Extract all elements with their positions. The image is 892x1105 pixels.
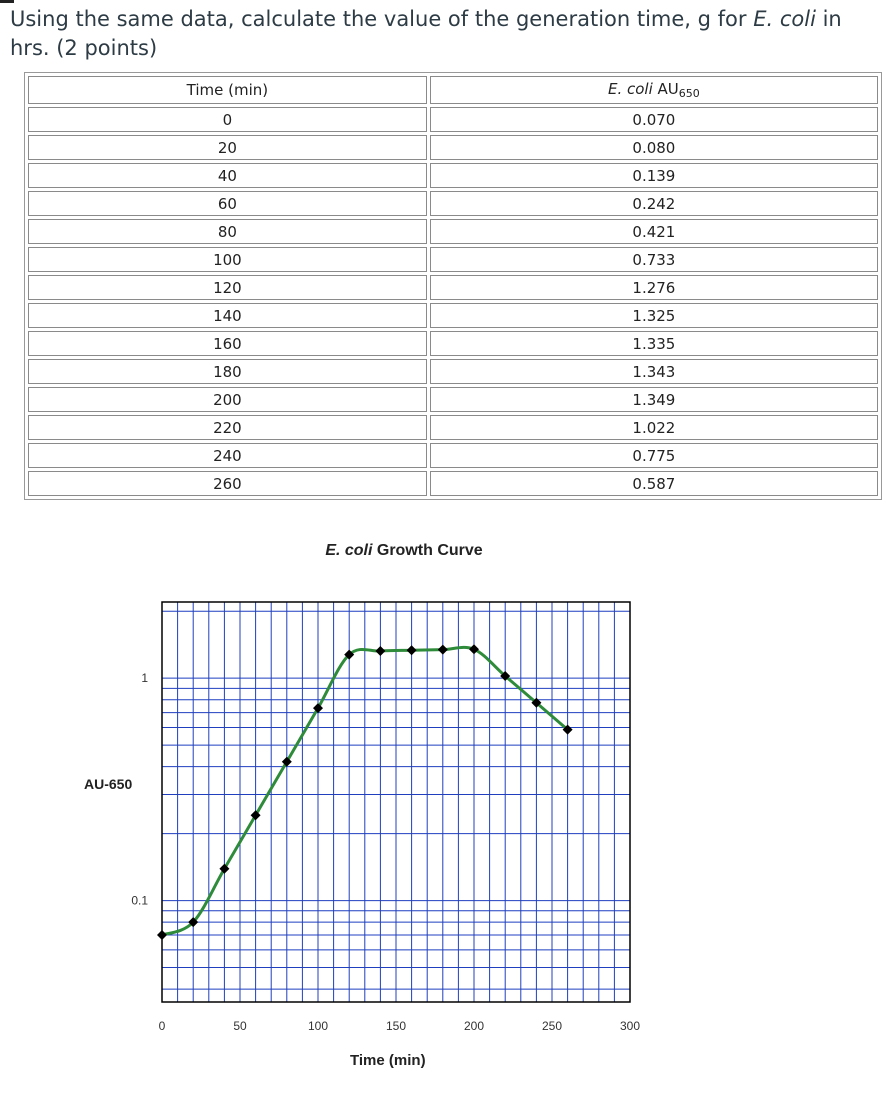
table-row: [28, 163, 878, 188]
table-header-row: [28, 76, 878, 104]
x-tick-label: 200: [463, 1019, 485, 1033]
table-row: [28, 359, 878, 384]
corner-mark: [0, 0, 14, 3]
time-cell: 60: [28, 191, 427, 216]
table-row: [28, 219, 878, 244]
table-row: [28, 135, 878, 160]
absorbance-cell: 1.349: [430, 387, 878, 412]
table-row: [28, 107, 878, 132]
table-row: [28, 415, 878, 440]
time-cell: 140: [28, 303, 427, 328]
time-cell: 40: [28, 163, 427, 188]
absorbance-cell: 0.080: [430, 135, 878, 160]
x-axis-label: Time (min): [350, 1052, 426, 1069]
y-tick-label: 1: [141, 671, 148, 686]
time-cell: 20: [28, 135, 427, 160]
table-row: [28, 191, 878, 216]
x-tick-label: 50: [233, 1019, 247, 1033]
x-tick-label: 100: [307, 1019, 329, 1033]
x-tick-label: 150: [385, 1019, 407, 1033]
absorbance-cell: 1.325: [430, 303, 878, 328]
absorbance-cell: 1.022: [430, 415, 878, 440]
y-axis-label: AU-650: [84, 776, 133, 792]
time-cell: 0: [28, 107, 427, 132]
table-row: [28, 303, 878, 328]
absorbance-cell: 1.343: [430, 359, 878, 384]
absorbance-cell: 1.335: [430, 331, 878, 356]
x-tick-label: 300: [619, 1019, 641, 1033]
time-cell: 220: [28, 415, 427, 440]
table-row: [28, 275, 878, 300]
time-cell: 100: [28, 247, 427, 272]
table-row: [28, 331, 878, 356]
time-cell: 260: [28, 471, 427, 496]
x-tick-label: 250: [541, 1019, 563, 1033]
absorbance-cell: 0.070: [430, 107, 878, 132]
table-row: [28, 387, 878, 412]
x-tick-label: 0: [158, 1019, 166, 1033]
chart-title: E. coli Growth Curve: [325, 542, 483, 559]
absorbance-cell: 0.139: [430, 163, 878, 188]
col-header-time: Time (min): [28, 76, 427, 104]
absorbance-cell: 1.276: [430, 275, 878, 300]
growth-curve-chart: [0, 590, 892, 1050]
time-cell: 120: [28, 275, 427, 300]
table-row: [28, 443, 878, 468]
absorbance-cell: 0.421: [430, 219, 878, 244]
time-cell: 160: [28, 331, 427, 356]
data-table: [24, 72, 882, 500]
table-row: [28, 247, 878, 272]
table-row: [28, 471, 878, 496]
question-text: Using the same data, calculate the value of the generation time, g for E. coli in hrs. (2 points): [10, 7, 842, 60]
absorbance-cell: 0.733: [430, 247, 878, 272]
absorbance-cell: 0.775: [430, 443, 878, 468]
time-cell: 180: [28, 359, 427, 384]
time-cell: 240: [28, 443, 427, 468]
absorbance-cell: 0.242: [430, 191, 878, 216]
y-tick-label: 0.1: [131, 893, 148, 908]
col-header-absorbance: E. coli $AU_{650}$: [430, 76, 878, 104]
time-cell: 200: [28, 387, 427, 412]
time-cell: 80: [28, 219, 427, 244]
absorbance-cell: 0.587: [430, 471, 878, 496]
